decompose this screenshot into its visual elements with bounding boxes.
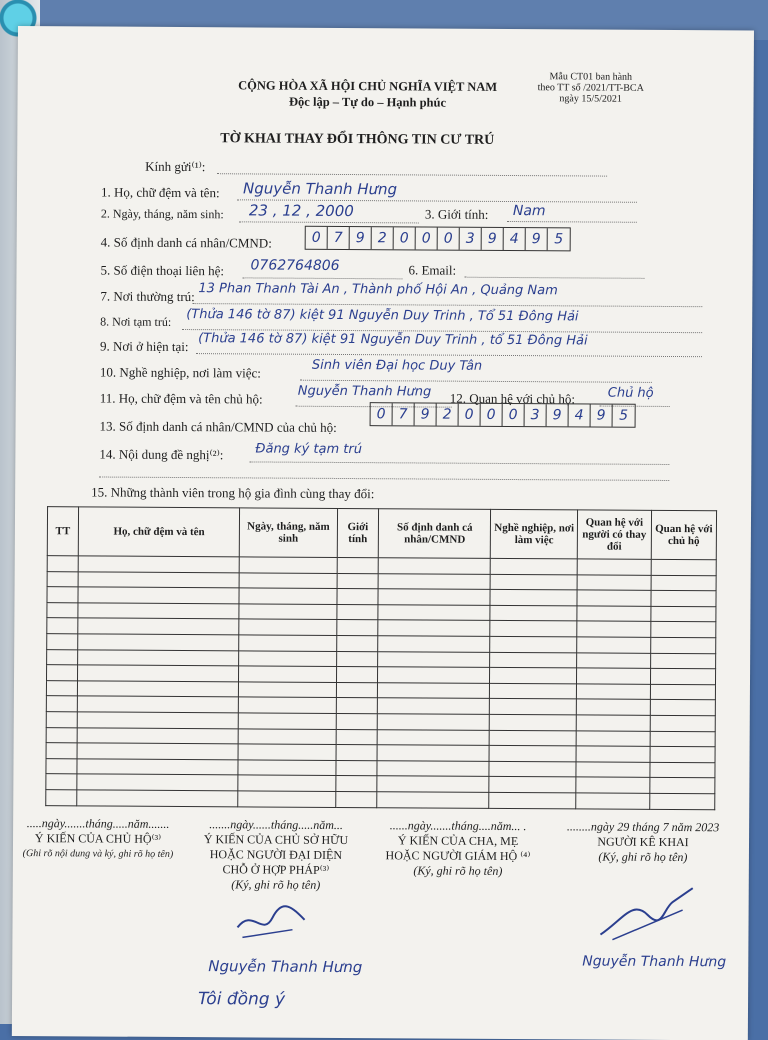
owner-opinion: Tôi đồng ý [197, 989, 286, 1010]
current-residence-label: 9. Nơi ở hiện tại: [100, 338, 189, 355]
job-value[interactable]: Sinh viên Đại học Duy Tân [311, 357, 483, 374]
current-residence-line [196, 353, 702, 357]
digit-box[interactable]: 0 [438, 228, 460, 250]
table-cell[interactable] [238, 775, 335, 791]
table-cell[interactable] [490, 699, 577, 715]
table-cell[interactable] [491, 558, 578, 574]
members-body [46, 556, 717, 810]
table-cell[interactable] [651, 575, 716, 591]
table-cell[interactable] [78, 587, 239, 604]
table-cell[interactable] [650, 746, 715, 762]
temporary-label: 8. Nơi tạm trú: [100, 314, 172, 329]
table-cell[interactable] [336, 745, 378, 761]
phone-label: 5. Số điện thoại liên hệ: [100, 262, 225, 279]
column-header: Quan hệ với người có thay đổi [577, 510, 651, 559]
table-cell[interactable] [576, 730, 650, 746]
members-table [45, 506, 717, 810]
digit-box[interactable]: 9 [591, 405, 613, 427]
table-cell[interactable] [491, 574, 578, 590]
digit-box[interactable]: 0 [371, 403, 393, 425]
table-cell[interactable] [378, 651, 490, 667]
table-cell[interactable] [489, 761, 576, 777]
head-id-number-boxes[interactable] [370, 402, 636, 428]
dob-value[interactable]: 23 , 12 , 2000 [248, 201, 354, 221]
digit-box[interactable]: 0 [503, 404, 525, 426]
table-cell[interactable] [77, 743, 238, 760]
digit-box[interactable]: 9 [350, 227, 372, 249]
signature-note: (Ghi rõ nội dung và ký, ghi rõ họ tên) [22, 848, 174, 860]
table-cell[interactable] [650, 653, 715, 669]
column-header: Họ, chữ đệm và tên [78, 507, 240, 557]
signature-date: .......ngày......tháng.....năm... [209, 817, 343, 832]
table-cell[interactable] [377, 760, 489, 776]
digit-box[interactable]: 0 [306, 227, 328, 249]
digit-box[interactable]: 3 [460, 228, 482, 250]
email-label: 6. Email: [408, 262, 457, 278]
table-cell[interactable] [238, 760, 335, 776]
column-header: Ngày, tháng, năm sinh [240, 508, 338, 558]
table-cell[interactable] [576, 715, 650, 731]
temporary-value[interactable]: (Thửa 146 tờ 87) kiệt 91 Nguyễn Duy Trinh , Tổ 51 Đông Hải [186, 307, 579, 325]
table-cell[interactable] [650, 700, 715, 716]
country-name: CỘNG HÒA XÃ HỘI CHỦ NGHĨA VIỆT NAM [238, 78, 498, 94]
table-cell[interactable] [490, 590, 577, 606]
table-cell[interactable] [378, 667, 490, 683]
request-line [249, 461, 669, 465]
relation-value[interactable]: Chủ hộ [607, 385, 654, 401]
table-cell[interactable] [490, 652, 577, 668]
table-cell[interactable] [378, 636, 490, 652]
table-cell[interactable] [238, 728, 335, 744]
head-name-label: 11. Họ, chữ đệm và tên chủ hộ: [99, 390, 263, 407]
table-cell[interactable] [336, 667, 378, 683]
table-cell[interactable] [46, 743, 77, 759]
table-cell[interactable] [377, 792, 489, 808]
table-cell[interactable] [336, 729, 378, 745]
digit-box[interactable]: 2 [437, 404, 459, 426]
table-cell[interactable] [78, 603, 239, 620]
table-cell[interactable] [47, 602, 78, 618]
table-cell[interactable] [576, 793, 650, 809]
table-cell[interactable] [651, 591, 716, 607]
table-cell[interactable] [490, 605, 577, 621]
table-cell[interactable] [577, 668, 651, 684]
table-cell[interactable] [46, 790, 77, 806]
dob-label: 2. Ngày, tháng, năm sinh: [100, 206, 224, 222]
table-cell[interactable] [378, 604, 490, 620]
signature-note: (Ký, ghi rõ họ tên) [231, 877, 321, 892]
digit-box[interactable]: 0 [459, 404, 481, 426]
request-value[interactable]: Đăng ký tạm trú [255, 441, 363, 458]
table-cell[interactable] [577, 575, 651, 591]
table-cell[interactable] [337, 589, 379, 605]
table-cell[interactable] [650, 715, 715, 731]
job-label: 10. Nghề nghiệp, nơi làm việc: [99, 364, 261, 381]
table-cell[interactable] [489, 777, 576, 793]
table-cell[interactable] [77, 759, 238, 776]
dob-line [239, 221, 419, 223]
table-cell[interactable] [46, 758, 77, 774]
table-cell[interactable] [377, 729, 489, 745]
column-header: Giới tính [337, 508, 379, 557]
table-cell[interactable] [336, 698, 378, 714]
table-cell[interactable] [46, 680, 77, 696]
table-cell[interactable] [77, 712, 238, 729]
digit-box[interactable]: 7 [328, 227, 350, 249]
digit-box[interactable]: 9 [547, 404, 569, 426]
table-cell[interactable] [490, 636, 577, 652]
table-cell[interactable] [337, 557, 379, 573]
table-cell[interactable] [47, 634, 78, 650]
table-row [46, 790, 715, 810]
table-cell[interactable] [490, 683, 577, 699]
declarant-handwritten-name: Nguyễn Thanh Hưng [582, 953, 727, 971]
request-label: 14. Nội dung đề nghị⁽²⁾: [99, 446, 224, 463]
form-code [538, 71, 644, 105]
digit-box[interactable]: 5 [619, 407, 629, 424]
table-cell[interactable] [46, 774, 77, 790]
table-cell[interactable] [77, 790, 238, 807]
table-cell[interactable] [336, 620, 378, 636]
table-cell[interactable] [78, 618, 239, 635]
table-cell[interactable] [577, 621, 651, 637]
table-cell[interactable] [336, 635, 378, 651]
national-motto: Độc lập – Tự do – Hạnh phúc [289, 94, 447, 110]
request-line-2[interactable] [99, 477, 669, 481]
table-cell[interactable] [239, 650, 336, 666]
table-cell[interactable] [239, 635, 336, 651]
column-header: Quan hệ với chủ hộ [651, 510, 717, 559]
table-cell[interactable] [649, 793, 714, 809]
members-header-row [47, 507, 716, 560]
signature-block-parent [373, 818, 543, 879]
table-cell[interactable] [336, 682, 378, 698]
table-cell[interactable] [77, 665, 238, 682]
digit-box[interactable]: 5 [554, 231, 564, 248]
table-cell[interactable] [576, 699, 650, 715]
signature-date: ........ngày 29 tháng 7 năm 2023 [566, 819, 720, 835]
signature-block-declarant [553, 819, 733, 865]
declarant-signature-scribble [592, 880, 702, 951]
table-cell[interactable] [378, 558, 490, 574]
table-cell[interactable] [651, 559, 716, 575]
id-label: 4. Số định danh cá nhân/CMND: [100, 234, 272, 251]
table-cell[interactable] [651, 622, 716, 638]
table-cell[interactable] [576, 746, 650, 762]
table-cell[interactable] [335, 776, 377, 792]
owner-handwritten-name: Nguyễn Thanh Hưng [208, 957, 363, 977]
table-cell[interactable] [650, 637, 715, 653]
table-cell[interactable] [239, 588, 336, 604]
column-header: Số định danh cá nhân/CMND [379, 509, 492, 559]
table-cell[interactable] [650, 778, 715, 794]
table-cell[interactable] [47, 587, 78, 603]
members-label: 15. Những thành viên trong hộ gia đình cùng thay đổi: [91, 484, 375, 502]
relation-label: 12. Quan hệ với chủ hộ: [449, 390, 576, 407]
table-cell[interactable] [238, 791, 335, 807]
form-title: TỜ KHAI THAY ĐỔI THÔNG TIN CƯ TRÚ [220, 131, 495, 148]
signature-date: ......ngày.......tháng....năm... . [389, 818, 527, 834]
phone-value[interactable]: 0762764806 [250, 257, 340, 274]
digit-box[interactable]: 9 [415, 403, 437, 425]
table-cell[interactable] [577, 637, 651, 653]
form-code-line3: ngày 15/5/2021 [559, 93, 622, 105]
table-cell[interactable] [577, 590, 651, 606]
greeting-label: Kính gửi⁽¹⁾: [145, 158, 206, 175]
table-cell[interactable] [239, 619, 336, 635]
digit-box[interactable]: 4 [504, 228, 526, 250]
form-code-line1: Mẫu CT01 ban hành [549, 71, 633, 83]
signature-title: Ý KIẾN CỦA CHỦ SỞ HỮU HOẶC NGƯỜI ĐẠI DIỆN CHỖ Ở HỢP PHÁP⁽³⁾ [203, 832, 349, 877]
digit-box[interactable]: 9 [526, 228, 548, 250]
table-cell[interactable] [651, 606, 716, 622]
id-number-boxes[interactable] [305, 226, 571, 252]
digit-box[interactable]: 0 [416, 227, 438, 249]
table-cell[interactable] [336, 713, 378, 729]
table-cell[interactable] [378, 682, 490, 698]
table-cell[interactable] [47, 665, 78, 681]
email-line[interactable] [464, 277, 644, 279]
table-cell[interactable] [377, 776, 489, 792]
signature-note: (Ký, ghi rõ họ tên) [598, 849, 688, 865]
greeting-line[interactable] [217, 173, 607, 176]
table-cell[interactable] [650, 762, 715, 778]
table-cell[interactable] [490, 730, 577, 746]
table-cell[interactable] [46, 712, 77, 728]
signature-date: .....ngày.......tháng.....năm....... [26, 816, 170, 831]
current-residence-value[interactable]: (Thửa 146 tờ 87) kiệt 91 Nguyễn Duy Trinh , tổ 51 Đông Hải [198, 331, 588, 349]
table-cell[interactable] [377, 714, 489, 730]
signature-note: (Ký, ghi rõ họ tên) [413, 863, 503, 878]
digit-box[interactable]: 9 [482, 228, 504, 250]
table-cell[interactable] [335, 791, 377, 807]
table-cell[interactable] [336, 651, 378, 667]
table-cell[interactable] [47, 649, 78, 665]
digit-box[interactable]: 7 [393, 403, 415, 425]
table-cell[interactable] [239, 666, 336, 682]
table-cell[interactable] [576, 777, 650, 793]
gender-value[interactable]: Nam [512, 203, 546, 220]
gender-line [507, 221, 637, 223]
table-cell[interactable] [47, 571, 78, 587]
table-cell[interactable] [577, 652, 651, 668]
permanent-label: 7. Nơi thường trú: [100, 288, 195, 305]
permanent-value[interactable]: 13 Phan Thanh Tài An , Thành phố Hội An , Quảng Nam [198, 281, 558, 299]
table-cell[interactable] [77, 681, 238, 698]
signature-title: Ý KIẾN CỦA CHỦ HỘ⁽³⁾ [34, 831, 162, 846]
table-cell[interactable] [576, 762, 650, 778]
digit-box[interactable]: 0 [394, 227, 416, 249]
table-cell[interactable] [47, 556, 78, 572]
table-cell[interactable] [77, 696, 238, 713]
table-cell[interactable] [239, 713, 336, 729]
table-cell[interactable] [489, 746, 576, 762]
table-cell[interactable] [46, 727, 77, 743]
table-cell[interactable] [240, 557, 337, 573]
table-cell[interactable] [377, 745, 489, 761]
table-cell[interactable] [78, 634, 239, 651]
form-code-line2: theo TT số /2021/TT-BCA [537, 82, 644, 94]
digit-box[interactable]: 2 [372, 227, 394, 249]
table-cell[interactable] [378, 620, 490, 636]
form-paper [12, 26, 754, 1040]
table-cell[interactable] [490, 668, 577, 684]
table-cell[interactable] [490, 621, 577, 637]
table-cell[interactable] [336, 604, 378, 620]
table-cell[interactable] [577, 606, 651, 622]
signature-block-head [13, 816, 183, 862]
digit-box[interactable]: 4 [569, 404, 591, 426]
name-label: 1. Họ, chữ đệm và tên: [100, 184, 220, 201]
column-header: TT [47, 507, 78, 556]
table-cell[interactable] [378, 573, 490, 589]
signature-block-owner [191, 817, 361, 893]
head-id-label: 13. Số định danh cá nhân/CMND của chủ hộ: [99, 418, 337, 435]
job-line [300, 380, 652, 383]
table-cell[interactable] [239, 682, 336, 698]
table-cell[interactable] [78, 556, 239, 573]
table-cell[interactable] [489, 792, 576, 808]
table-cell[interactable] [77, 727, 238, 744]
digit-box[interactable]: 3 [525, 404, 547, 426]
table-cell[interactable] [336, 760, 378, 776]
table-cell[interactable] [77, 774, 238, 791]
table-cell[interactable] [577, 559, 651, 575]
national-header [217, 77, 517, 111]
table-cell[interactable] [576, 684, 650, 700]
table-cell[interactable] [239, 697, 336, 713]
table-cell[interactable] [650, 669, 715, 685]
table-cell[interactable] [238, 744, 335, 760]
column-header: Nghề nghiệp, nơi làm việc [491, 509, 578, 559]
table-cell[interactable] [650, 684, 715, 700]
signature-title: Ý KIẾN CỦA CHA, MẸ HOẶC NGƯỜI GIÁM HỘ ⁽⁴⁾ [385, 833, 531, 864]
table-cell[interactable] [46, 696, 77, 712]
table-cell[interactable] [239, 604, 336, 620]
table-cell[interactable] [239, 572, 336, 588]
signature-title: NGƯỜI KÊ KHAI [597, 834, 689, 850]
phone-line [242, 277, 402, 279]
table-cell[interactable] [378, 698, 490, 714]
gender-label: 3. Giới tính: [424, 206, 489, 222]
table-cell[interactable] [78, 649, 239, 666]
table-cell[interactable] [378, 589, 490, 605]
digit-box[interactable]: 0 [481, 404, 503, 426]
table-cell[interactable] [337, 573, 379, 589]
table-cell[interactable] [78, 571, 239, 588]
name-value[interactable]: Nguyễn Thanh Hưng [242, 179, 398, 199]
head-name-value[interactable]: Nguyễn Thanh Hưng [297, 383, 432, 400]
table-cell[interactable] [47, 618, 78, 634]
owner-signature-scribble [232, 897, 312, 947]
table-cell[interactable] [490, 714, 577, 730]
table-cell[interactable] [650, 731, 715, 747]
